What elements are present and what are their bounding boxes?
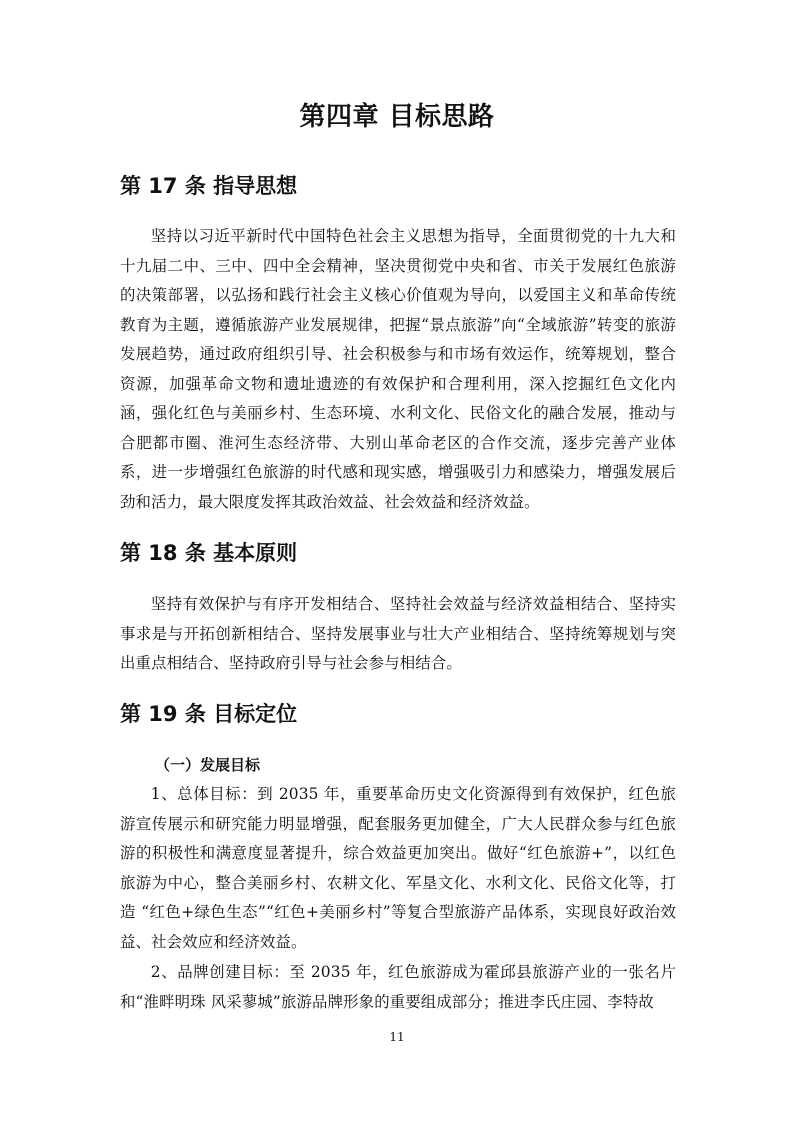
article-17-heading: 第 17 条 指导思想 (120, 174, 298, 198)
chapter-title: 第四章 目标思路 (299, 102, 495, 132)
article-17-paragraph: 坚持以习近平新时代中国特色社会主义思想为指导，全面贯彻党的十九大和十九届二中、三中、四中全会精神，坚决贯彻党中央和省、市关于发展红色旅游的决策部署，以弘扬和践行社会主义核心价值观为导向，以爱国主义和革命传统教育为主题，遵循旅游产业发展规律，把握“景点旅游”向“全域旅游”转变的旅游发展趋势，通过政府组织引导、社会积极参与和市场有效运作，统筹规划，整合资源，加强革命文物和遗址遗迹的有效保护和合理利用，深入挖掘红色文化内涵，强化红色与美丽乡村、生态环境、水利文化、民俗文化的融合发展，推动与合肥都市圈、淮河生态经济带、大别山革命老区的合作交流，逐步完善产业体系，进一步增强红色旅游的时代感和现实感，增强吸引力和感染力，增强发展后劲和活力，最大限度发挥其政治效益、社会效益和经济效益。 (120, 227, 676, 511)
article-18-paragraph: 坚持有效保护与有序开发相结合、坚持社会效益与经济效益相结合、坚持实事求是与开拓创新相结合、坚持发展事业与壮大产业相结合、坚持统筹规划与突出重点相结合、坚持政府引导与社会参与相结合。 (120, 595, 676, 672)
page-number: 11 (389, 1030, 405, 1044)
article-19-heading: 第 19 条 目标定位 (120, 702, 298, 726)
article-18-heading: 第 18 条 基本原则 (120, 541, 298, 565)
article-19-paragraph-2: 2、品牌创建目标：至 2035 年，红色旅游成为霍邱县旅游产业的一张名片和“淮畔明珠 风采蓼城”旅游品牌形象的重要组成部分；推进李氏庄园、李特故 (120, 963, 676, 1011)
article-19-paragraph-1: 1、总体目标：到 2035 年，重要革命历史文化资源得到有效保护，红色旅游宣传展示和研究能力明显增强，配套服务更加健全，广大人民群众参与红色旅游的积极性和满意度显著提升，综合效益更加突出。做好“红色旅游+”，以红色旅游为中心，整合美丽乡村、农耕文化、军垦文化、水利文化、民俗文化等，打造 “红色+绿色生态”“红色+美丽乡村”等复合型旅游产品体系，实现良好政治效益、社会效应和经济效益。 (120, 785, 676, 951)
article-19-subheading: （一）发展目标 (155, 756, 261, 774)
